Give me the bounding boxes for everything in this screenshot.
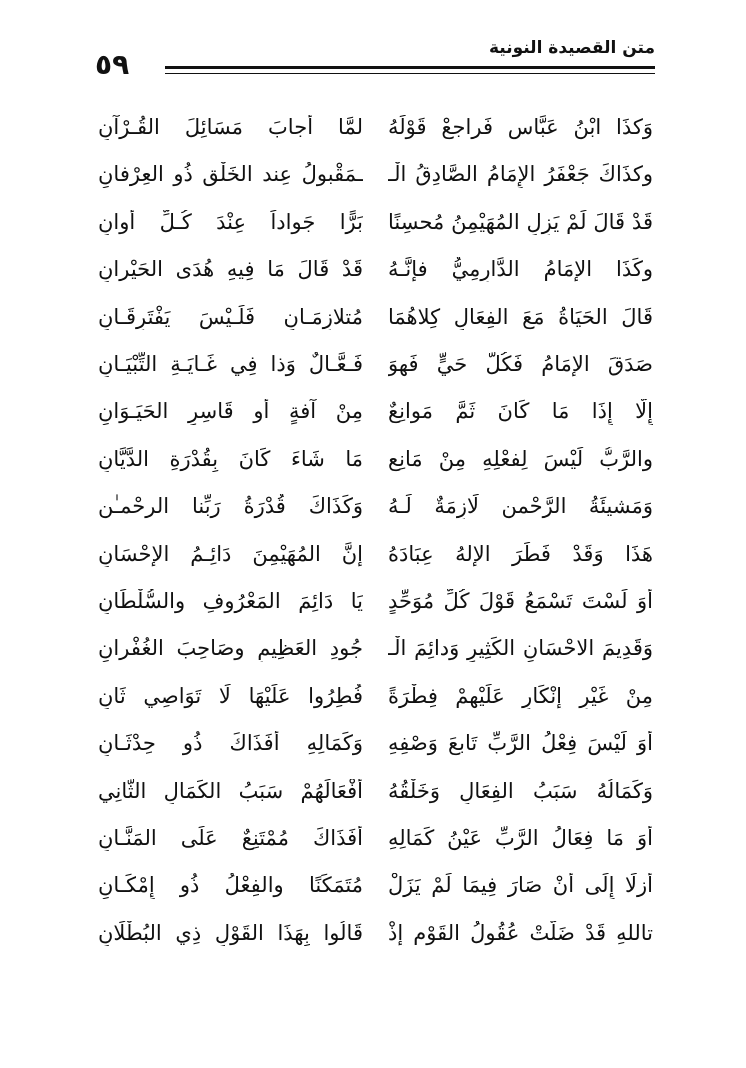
verse-second-hemistich: مَا شَاءَ كَانَ بِقُدْرَةِ الدَّيَّانِ — [98, 446, 363, 471]
verse-first-hemistich: وَمَشيئَةُ الرَّحْمنِ لَازِمَةٌ لَـهُ — [388, 494, 653, 519]
verse-line — [98, 910, 653, 957]
verse-first-hemistich: أَوَ لَسْتَ تَسْمَعُ قَوْلَ كُلِّ مُوَحِّدٍ — [388, 589, 653, 613]
verse-second-hemistich: ـمَقْبولُ عِند الخَلْق ذُو العِرْفانِ — [98, 162, 363, 187]
verse-second-hemistich: وَكَمَالِهِ أَفَذَاكَ ذُو حِدْثَـانِ — [98, 731, 363, 756]
verse-line — [98, 388, 653, 435]
verse-second-hemistich: مِنْ آفةٍ أَو قَاسِرِ الحَيَـوَانِ — [98, 399, 363, 424]
verse-line — [98, 578, 653, 625]
verse-line — [98, 625, 653, 672]
header-rule-thick — [165, 66, 655, 69]
poem-body — [98, 104, 653, 957]
verse-second-hemistich: لمَّا أَجابَ مَسَائِلَ القُـرْآنِ — [98, 115, 363, 140]
verse-line — [98, 673, 653, 720]
verse-first-hemistich: والرَّبُّ لَيْسَ لِفعْلِهِ مِنْ مَانِعٍ — [388, 446, 653, 471]
verse-first-hemistich: أَوَ لَيْسَ فِعْلُ الرَّبِّ تَابعَ وَصْفِهِ — [388, 731, 653, 756]
verse-first-hemistich: وَكَمَالُهُ سَبَبُ الفِعَالِ وَخَلْقُهُ — [388, 778, 653, 803]
verse-second-hemistich: جُودِ العَظِيمِ وصَاحِبَ الغُفْرانِ — [98, 636, 363, 661]
verse-line — [98, 436, 653, 483]
verse-second-hemistich: بَرًّا جَواداً عِنْدَ كُـلِّ أَوانِ — [98, 209, 363, 234]
verse-first-hemistich: قَدْ قَالَ لَمْ يَزِلِ المُهَيْمِنُ مُحسِنًا — [388, 209, 653, 234]
verse-second-hemistich: أَفَذَاكَ مُمْتَنِعٌ عَلَى المَنَّـانِ — [98, 825, 363, 850]
verse-first-hemistich: وَكذَا ابْنُ عَبَّاسٍ فَراجعْ قَوْلَهُ — [388, 115, 653, 140]
verse-second-hemistich: فُطِرُوا عَلَيْهَا لَا تَوَاصِي ثَانِ — [98, 683, 363, 708]
verse-first-hemistich: وكَذَا الإِمَامُ الدَّارِمِيُّ فإِنَّـهُ — [388, 257, 653, 282]
verse-first-hemistich: قَالَ الحَيَاةُ مَعَ الفِعَالِ كِلاهُمَا — [388, 304, 653, 329]
verse-line — [98, 531, 653, 578]
verse-second-hemistich: وَكَذَاكَ قُدْرَةُ رَبِّنا الرحْمـٰنِ — [98, 494, 363, 519]
verse-first-hemistich: مِنْ غَيْرِ إِنْكَارٍ عَلَيْهِمْ فِطْرَةً — [388, 683, 653, 708]
verse-line — [98, 767, 653, 814]
verse-first-hemistich: وكذَاكَ جَعْفَرُ الإِمَامُ الصَّادِقُ الْـ — [388, 162, 653, 187]
verse-line — [98, 104, 653, 151]
verse-first-hemistich: أَوَ مَا فِعَالُ الرَّبِّ عَيْنُ كَمَالِهِ — [388, 825, 653, 850]
verse-second-hemistich: مُتلازِمَـانِ فَلَـيْسَ يَفْتَرِقَـانِ — [98, 304, 363, 329]
verse-line — [98, 815, 653, 862]
verse-first-hemistich: تاللهِ قَدْ ضَلَّتْ عُقُولُ القَوْمِ إِذْ — [388, 920, 653, 945]
verse-first-hemistich: هَذَا وَقَدْ فَطَرَ الإِلهُ عِبَادَهُ — [388, 541, 653, 566]
verse-line — [98, 151, 653, 198]
verse-second-hemistich: فَـعَّـالٌ وَذا فِي غَـايَـةِ التِّبْيَـانِ — [98, 352, 363, 377]
verse-first-hemistich: إِلّا إِذَا مَا كَانَ ثَمَّ مَوانِعٌ — [388, 399, 653, 424]
verse-first-hemistich: وَقَدِيمَ الاحْسَانِ الكَثِيرِ وَدائِمَ الْـ — [388, 636, 653, 661]
verse-second-hemistich: إنَّ المُهَيْمِنَ دَائِـمُ الإِحْسَانِ — [98, 541, 363, 566]
verse-line — [98, 199, 653, 246]
verse-line — [98, 720, 653, 767]
running-title: متن القصيدة النونية — [488, 38, 655, 58]
header-rule-thin — [165, 73, 655, 74]
verse-second-hemistich: يَا دَائِمَ المَعْرُوفِ والسُّلْطَانِ — [98, 589, 363, 613]
verse-line — [98, 294, 653, 341]
verse-first-hemistich: أَزلًا إِلَى أَنْ صَارَ فِيمَا لَمْ يَزَلْ — [388, 873, 653, 898]
verse-second-hemistich: مُتَمَكِّنًا والفِعْلُ ذُو إِمْكَـانِ — [98, 873, 363, 898]
verse-second-hemistich: أَفْعَالَهُمْ سَبَبُ الكَمَالِ الثَّانِي — [98, 778, 363, 803]
verse-second-hemistich: قَدْ قَالَ مَا فِيهِ هُدَى الحَيْرانِ — [98, 257, 363, 282]
verse-line — [98, 341, 653, 388]
verse-line — [98, 246, 653, 293]
verse-line — [98, 862, 653, 909]
verse-line — [98, 483, 653, 530]
verse-second-hemistich: قَالُوا بِهَذَا القَوْلِ ذِي البُطْلَانِ — [98, 920, 363, 945]
page-header — [95, 38, 655, 88]
verse-first-hemistich: صَدَقَ الإِمَامُ فَكُلُّ حَيٍّ فَهوَ — [388, 352, 653, 377]
page-number: ٥٩ — [95, 48, 130, 81]
